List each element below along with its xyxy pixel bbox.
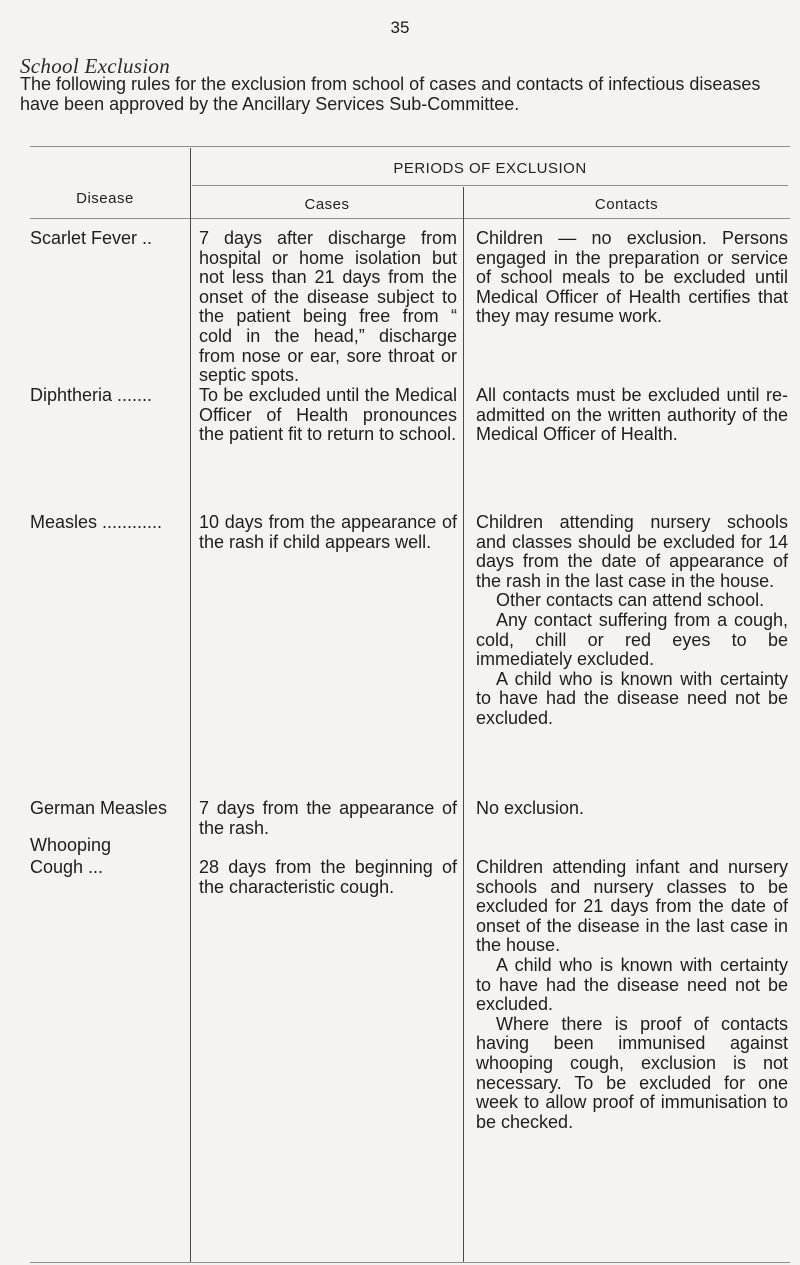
contacts-whooping-cough: [476, 858, 788, 1132]
header-bottom-rule: [30, 218, 790, 219]
cases-scarlet-fever: 7 days after discharge from hospital or home isolation but not less than 21 days from the onset of the disease subject to the patient being free from “ cold in the head,” discharge from nose or ear, sore throat or septic spots.: [199, 228, 457, 386]
page-number: 35: [390, 18, 410, 37]
disease-scarlet-fever: Scarlet Fever ..: [30, 228, 153, 248]
cases-measles: 10 days from the appearance of the rash if child appears well.: [199, 512, 457, 552]
contacts-paragraph: Any contact suffering from a cough, cold, chill or red eyes to be immediately excluded.: [476, 609, 788, 670]
contacts-paragraph: Children attending infant and nursery schools and nursery classes to be excluded for 21 days from the date of onset of the disease in the last case in the house.: [476, 857, 788, 956]
contacts-diphtheria: [476, 386, 788, 445]
table-bottom-rule: [30, 1262, 790, 1263]
contacts-german-measles: [476, 799, 788, 819]
column-divider-left: [190, 148, 191, 1262]
header-cases: Cases: [304, 196, 350, 213]
contacts-paragraph: Children — no exclusion. Persons engaged in the preparation or service of school meals to be excluded until Medical Officer of Health certifies that they may resume work.: [476, 228, 788, 327]
disease-diphtheria: Diphtheria .......: [30, 385, 153, 405]
contacts-paragraph: Children attending nursery schools and classes should be excluded for 14 days from the date of appearance of the rash in the last case in the house.: [476, 512, 788, 591]
section-title: School Exclusion: [20, 54, 171, 78]
contacts-paragraph: Other contacts can attend school.: [496, 590, 765, 611]
contacts-paragraph: A child who is known with certainty to have had the disease need not be excluded.: [476, 954, 788, 1015]
cases-whooping-cough: 28 days from the beginning of the characteristic cough.: [199, 857, 457, 897]
contacts-paragraph: A child who is known with certainty to have had the disease need not be excluded.: [476, 668, 788, 728]
disease-whooping-cough: Whooping Cough ...: [30, 835, 112, 877]
header-contacts: Contacts: [594, 196, 659, 213]
table-top-rule: [30, 146, 790, 147]
header-disease: Disease: [76, 190, 134, 207]
column-divider-right: [463, 187, 464, 1262]
periods-underline: [192, 185, 788, 186]
contacts-measles: [476, 513, 788, 729]
disease-measles: Measles ............: [30, 512, 163, 532]
intro-paragraph: The following rules for the exclusion from school of cases and contacts of infectious diseases have been approved by the Ancillary Services Sub-Committee.: [20, 74, 761, 114]
cases-german-measles: 7 days from the appearance of the rash.: [199, 798, 457, 838]
contacts-paragraph: No exclusion.: [476, 798, 585, 818]
header-periods-of-exclusion: PERIODS OF EXCLUSION: [393, 160, 587, 177]
contacts-paragraph: All contacts must be excluded until re-admitted on the written authority of the Medical Officer of Health.: [476, 385, 788, 445]
contacts-paragraph: Where there is proof of contacts having been immunised against whooping cough, exclusion is not necessary. To be excluded for one week to allow proof of immunisation to be checked.: [476, 1013, 788, 1132]
cases-diphtheria: To be excluded until the Medical Officer of Health pronounces the patient fit to return to school.: [199, 385, 457, 445]
contacts-scarlet-fever: [476, 229, 788, 327]
disease-german-measles: German Measles: [30, 798, 168, 818]
